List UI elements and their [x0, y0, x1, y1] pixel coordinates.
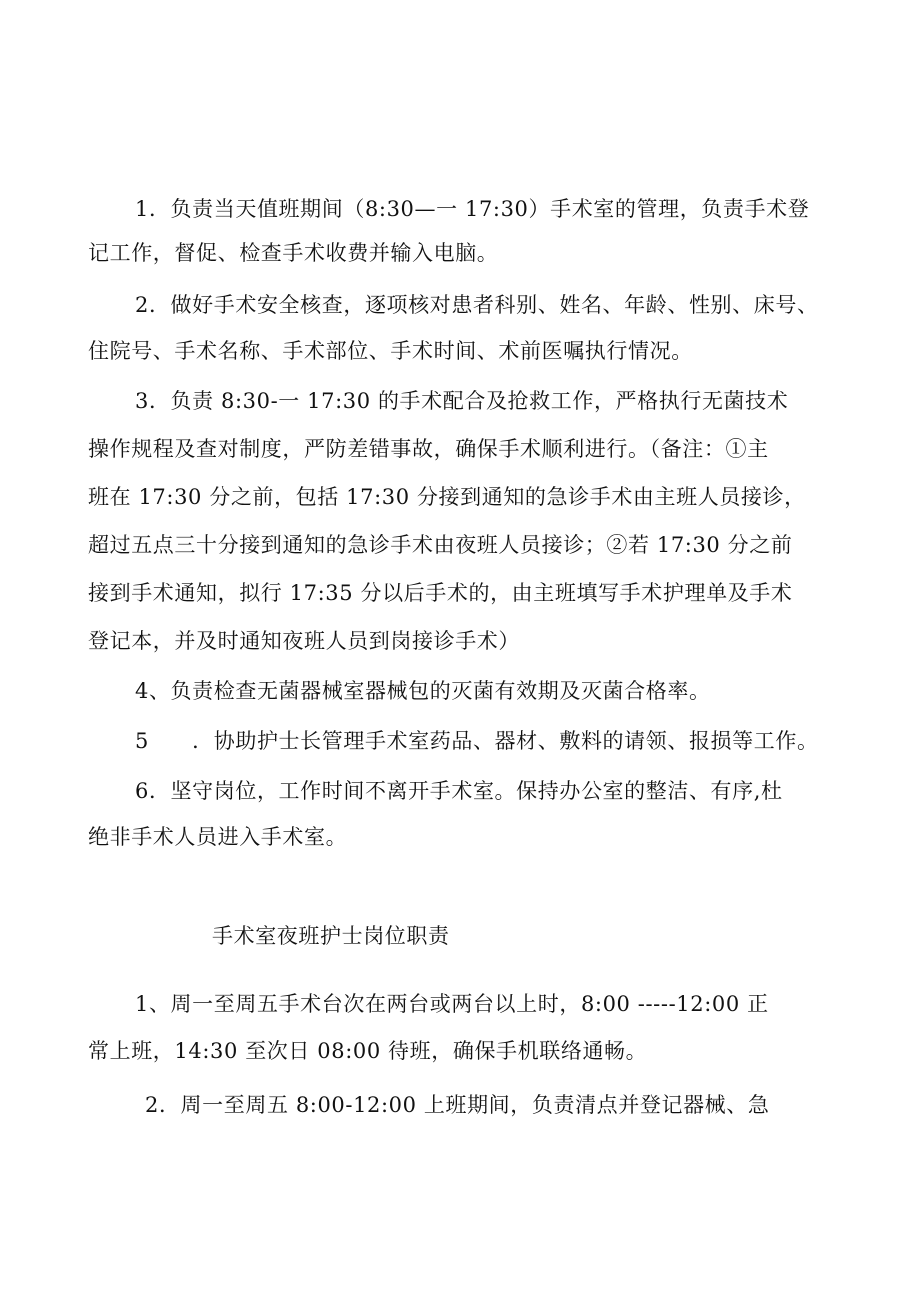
- paragraph-line: 登记本，并及时通知夜班人员到岗接诊手术）: [88, 629, 520, 653]
- paragraph-line: 1．负责当天值班期间（8:30—一 17:30）手术室的管理，负责手术登: [135, 197, 810, 221]
- paragraph-line: 常上班，14:30 至次日 08:00 待班，确保手机联络通畅。: [88, 1039, 648, 1063]
- paragraph-line: 6．坚守岗位，工作时间不离开手术室。保持办公室的整洁、有序,杜: [135, 779, 783, 803]
- paragraph-line: 住院号、手术名称、手术部位、手术时间、术前医嘱执行情况。: [88, 339, 693, 363]
- paragraph-line: 接到手术通知，拟行 17:35 分以后手术的，由主班填写手术护理单及手术: [88, 581, 793, 605]
- paragraph-line: 5 ．协助护士长管理手术室药品、器材、敷料的请领、报损等工作。: [135, 729, 819, 753]
- paragraph-line: 1、周一至周五手术台次在两台或两台以上时，8:00 -----12:00 正: [135, 992, 769, 1016]
- paragraph-line: 3．负责 8:30-一 17:30 的手术配合及抢救工作，严格执行无菌技术: [135, 389, 789, 413]
- paragraph-line: 绝非手术人员进入手术室。: [88, 825, 348, 849]
- paragraph-line: 2．做好手术安全核查，逐项核对患者科别、姓名、年龄、性别、床号、: [135, 293, 819, 317]
- paragraph-line: 记工作，督促、检查手术收费并输入电脑。: [88, 241, 499, 265]
- paragraph-line: 操作规程及查对制度，严防差错事故，确保手术顺利进行。（备注：①主: [88, 437, 769, 461]
- paragraph-line: 班在 17:30 分之前，包括 17:30 分接到通知的急诊手术由主班人员接诊，: [88, 485, 806, 509]
- paragraph-line: 2．周一至周五 8:00-12:00 上班期间，负责清点并登记器械、急: [145, 1093, 770, 1117]
- paragraph-line: 超过五点三十分接到通知的急诊手术由夜班人员接诊；②若 17:30 分之前: [88, 533, 793, 557]
- section-title: 手术室夜班护士岗位职责: [212, 924, 450, 948]
- paragraph-line: 4、负责检查无菌器械室器械包的灭菌有效期及灭菌合格率。: [135, 679, 711, 703]
